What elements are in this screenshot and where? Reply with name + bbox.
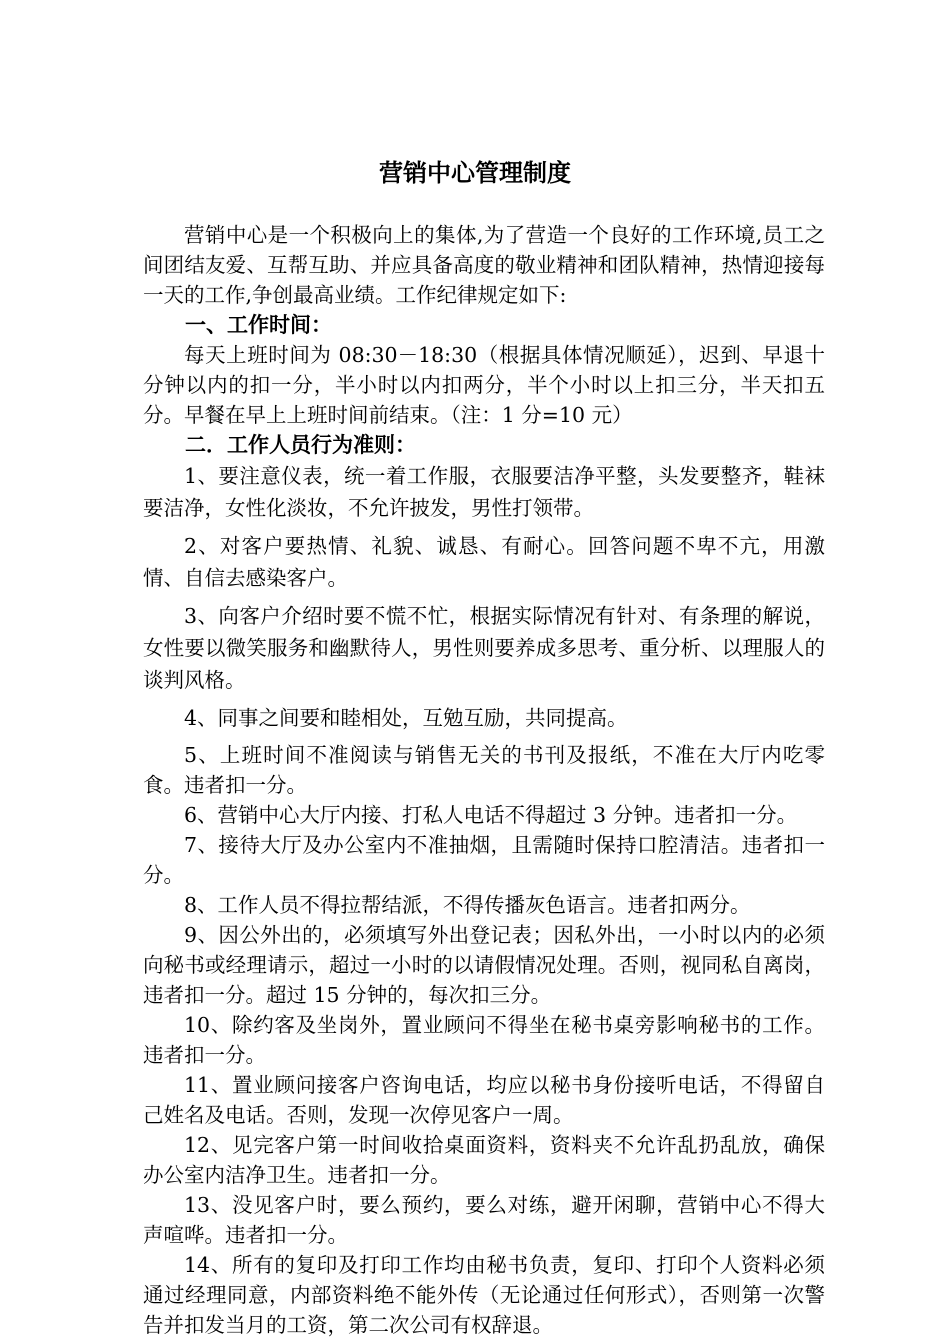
page-title: 营销中心管理制度 <box>379 159 571 187</box>
rule-item: 8、工作人员不得拉帮结派，不得传播灰色语言。违者扣两分。 <box>184 893 751 917</box>
section-heading-work-hours: 一、工作时间： <box>185 313 332 337</box>
rule-item: 5、上班时间不准阅读与销售无关的书刊及报纸，不准在大厅内吃零食。违者扣一分。 <box>143 743 825 797</box>
rule-item: 12、见完客户第一时间收拾桌面资料，资料夹不允许乱扔乱放，确保办公室内洁净卫生。违者扣一分。 <box>143 1133 825 1187</box>
intro-paragraph: 营销中心是一个积极向上的集体,为了营造一个良好的工作环境,员工之间团结友爱、互帮互助、并应具备高度的敬业精神和团队精神，热情迎接每一天的工作,争创最高业绩。工作纪律规定如下: <box>143 223 825 307</box>
rule-item: 3、向客户介绍时要不慌不忙，根据实际情况有针对、有条理的解说，女性要以微笑服务和幽默待人，男性则要养成多思考、重分析、以理服人的谈判风格。 <box>143 604 825 692</box>
rule-item: 13、没见客户时，要么预约，要么对练，避开闲聊，营销中心不得大声喧哗。违者扣一分。 <box>143 1193 825 1247</box>
rule-item: 9、因公外出的，必须填写外出登记表；因私外出，一小时以内的必须向秘书或经理请示，超过一小时的以请假情况处理。否则，视同私自离岗，违者扣一分。超过 15 分钟的，每次扣三分。 <box>143 923 825 1007</box>
rule-item: 1、要注意仪表，统一着工作服，衣服要洁净平整，头发要整齐，鞋袜要洁净，女性化淡妆，不允许披发，男性打领带。 <box>143 464 825 520</box>
rule-item: 7、接待大厅及办公室内不准抽烟，且需随时保持口腔清洁。违者扣一分。 <box>143 833 825 887</box>
rule-item: 2、对客户要热情、礼貌、诚恳、有耐心。回答问题不卑不亢，用激情、自信去感染客户。 <box>143 534 825 590</box>
rule-item: 6、营销中心大厅内接、打私人电话不得超过 3 分钟。违者扣一分。 <box>184 803 798 827</box>
rule-item: 11、置业顾问接客户咨询电话，均应以秘书身份接听电话，不得留自己姓名及电话。否则，发现一次停见客户一周。 <box>143 1073 825 1127</box>
rule-item: 10、除约客及坐岗外，置业顾问不得坐在秘书桌旁影响秘书的工作。违者扣一分。 <box>143 1013 825 1067</box>
work-hours-paragraph: 每天上班时间为 08:30－18:30（根据具体情况顺延），迟到、早退十分钟以内的扣一分，半小时以内扣两分，半个小时以上扣三分，半天扣五分。早餐在早上上班时间前结束。（注：1 分=10 元） <box>143 343 825 427</box>
document-body <box>143 220 825 1340</box>
rule-item: 4、同事之间要和睦相处，互勉互励，共同提高。 <box>184 706 628 730</box>
section-heading-conduct-rules: 二．工作人员行为准则： <box>185 433 416 457</box>
rule-item: 14、所有的复印及打印工作均由秘书负责，复印、打印个人资料必须通过经理同意，内部资料绝不能外传（无论通过任何形式），否则第一次警告并扣发当月的工资，第二次公司有权辞退。 <box>143 1253 825 1337</box>
